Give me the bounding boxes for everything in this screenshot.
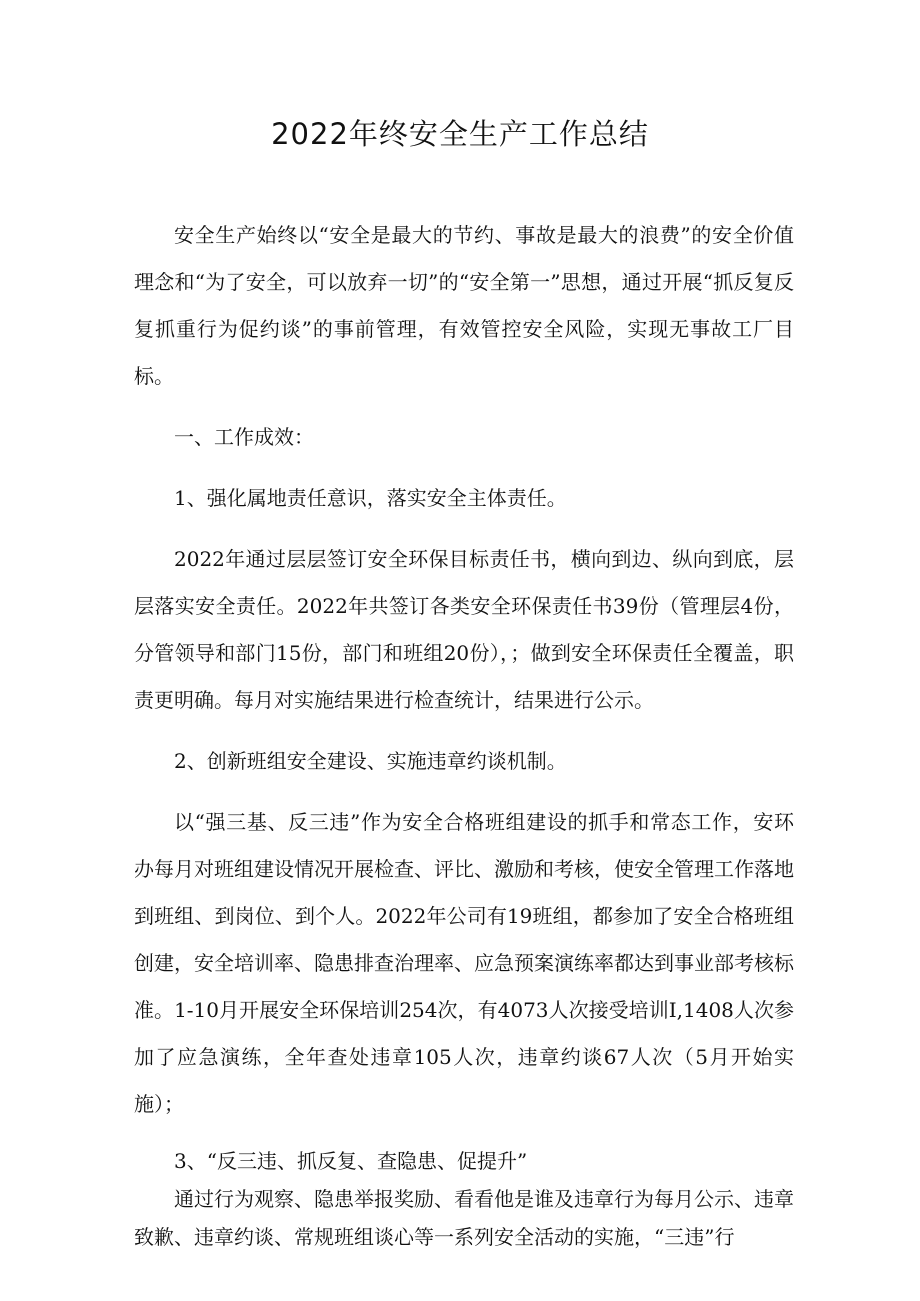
subheading-3: 3、“反三违、抓反复、查隐患、促提升” — [174, 1149, 528, 1173]
paragraph-activities: 通过行为观察、隐患举报奖励、看看他是谁及违章行为每月公示、违章致歉、违章约谈、常规班组谈心等一系列安全活动的实施，“三违”行 — [134, 1187, 794, 1249]
document-title: 2022年终安全生产工作总结 — [271, 117, 649, 151]
section-heading: 一、工作成效： — [174, 425, 314, 449]
subheading-2: 2、创新班组安全建设、实施违章约谈机制。 — [174, 749, 567, 773]
paragraph-team-building: 以“强三基、反三违”作为安全合格班组建设的抓手和常态工作，安环办每月对班组建设情况开展检查、评比、激励和考核，使安全管理工作落地到班组、到岗位、到个人。2022年公司有19班组，都参加了安全合格班组创建，安全培训率、隐患排查治理率、应急预案演练率都达到事业部考核标准。1-10月开展安全环保培训254次，有4073人次接受培训I,1408人次参加了应急演练，全年查处违章105人次，违章约谈67人次（5月开始实施）； — [134, 810, 794, 1116]
intro-paragraph: 安全生产始终以“安全是最大的节约、事故是最大的浪费”的安全价值理念和“为了安全，可以放弃一切”的“安全第一”思想，通过开展“抓反复反复抓重行为促约谈”的事前管理，有效管控安全风险，实现无事故工厂目标。 — [134, 223, 794, 388]
paragraph-responsibility: 2022年通过层层签订安全环保目标责任书，横向到边、纵向到底，层层落实安全责任。2022年共签订各类安全环保责任书39份（管理层4份，分管领导和部门15份，部门和班组20份），；做到安全环保责任全覆盖，职责更明确。每月对实施结果进行检查统计，结果进行公示。 — [134, 547, 794, 712]
subheading-1: 1、强化属地责任意识，落实安全主体责任。 — [174, 486, 567, 510]
document-body — [134, 212, 794, 1256]
